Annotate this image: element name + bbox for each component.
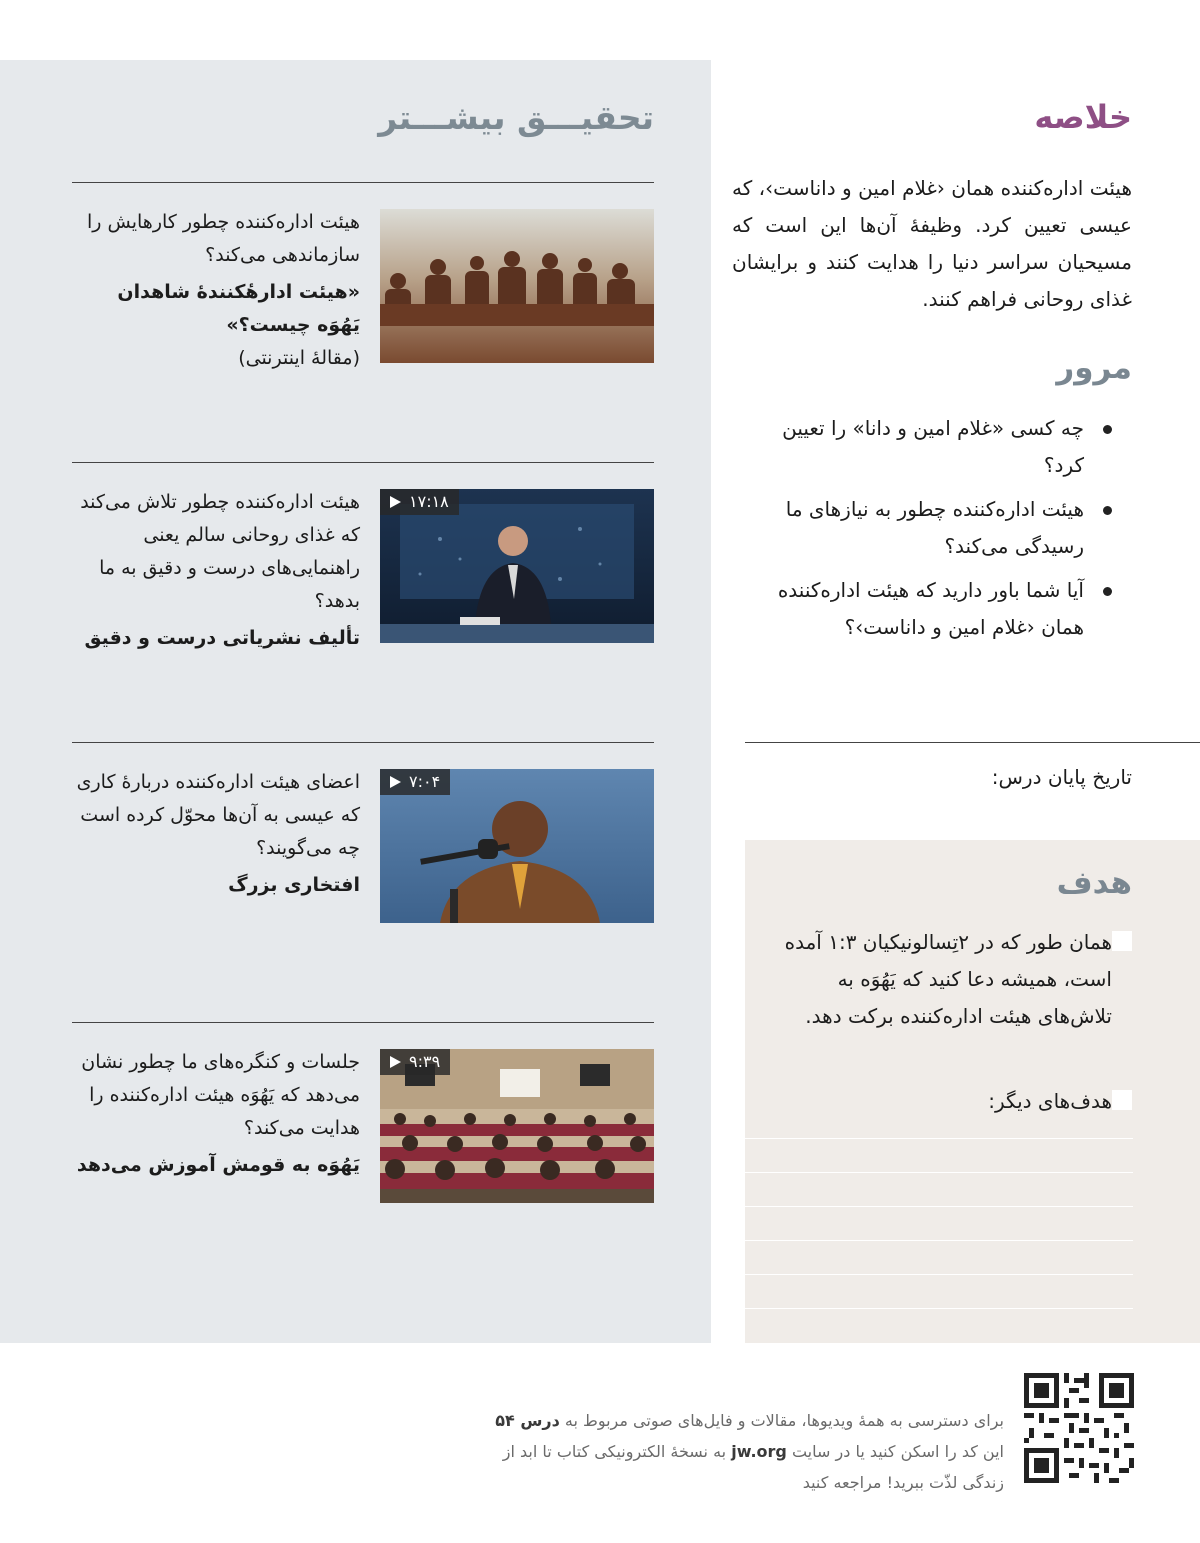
writing-line[interactable] <box>745 1240 1133 1241</box>
research-item-text <box>70 206 360 375</box>
review-question: هیئت اداره‌کننده چطور به نیازهای ما رسیدگی می‌کند؟ <box>752 491 1112 565</box>
video-duration: ۱۷:۱۸ <box>409 492 449 511</box>
writing-line[interactable] <box>745 1308 1133 1309</box>
goal-checkbox[interactable] <box>1112 931 1132 951</box>
review-question: چه کسی «غلام امین و دانا» را تعیین کرد؟ <box>752 410 1112 484</box>
further-research-panel <box>0 60 711 1343</box>
footer-line3: به نسخهٔ الکترونیکی کتاب تا ابد از زندگی لذّت ببرید! مراجعه کنید <box>502 1442 1004 1492</box>
research-item-question: اعضای هیئت اداره‌کننده دربارهٔ کاری که عیسی به آن‌ها محوّل کرده است چه می‌گویند؟ <box>76 771 360 859</box>
research-item <box>72 1022 654 1176</box>
research-item <box>72 742 654 896</box>
review-question: آیا شما باور دارید که هیئت اداره‌کننده همان ‹غلام امین و داناست›؟ <box>752 572 1112 646</box>
research-item-question: جلسات و کنگره‌های ما چطور نشان می‌دهد که یَهُوَه هیئت اداره‌کننده را هدایت می‌کند؟ <box>81 1051 360 1139</box>
video-duration: ۷:۰۴ <box>409 772 441 791</box>
play-icon <box>390 1056 401 1068</box>
divider <box>745 742 1200 743</box>
summary-text: هیئت اداره‌کننده همان ‹غلام امین و داناست›، که عیسی تعیین کرد. وظیفهٔ آن‌ها این است که مسیحیان سراسر دنیا را هدایت کنند و برایشان غذای روحانی فراهم کنند. <box>732 176 1132 311</box>
play-icon <box>390 496 401 508</box>
divider <box>72 742 654 743</box>
writing-line[interactable] <box>745 1172 1133 1173</box>
research-item-note: (مقالهٔ اینترنتی) <box>238 347 360 369</box>
qr-code-icon[interactable] <box>1024 1373 1134 1483</box>
divider <box>72 462 654 463</box>
divider <box>72 182 654 183</box>
research-item-text <box>70 766 360 902</box>
goal-checkbox[interactable] <box>1112 1090 1132 1110</box>
writing-line[interactable] <box>745 1206 1133 1207</box>
research-item-link[interactable]: یَهُوَه به قومش آموزش می‌دهد <box>76 1154 360 1176</box>
completion-date-label: تاریخ پایان درس: <box>991 765 1132 789</box>
writing-line[interactable] <box>745 1138 1133 1139</box>
research-item-link[interactable]: افتخاری بزرگ <box>228 874 360 896</box>
research-item <box>72 182 654 369</box>
research-item-text <box>70 486 360 655</box>
speaker-studio-image[interactable] <box>380 489 654 643</box>
congregation-meeting-image[interactable] <box>380 1049 654 1203</box>
research-item-question: هیئت اداره‌کننده چطور کارهایش را سازماندهی می‌کند؟ <box>87 211 360 266</box>
footer-site-link[interactable]: jw.org <box>731 1442 787 1461</box>
footer-lesson: درس ۵۴ <box>495 1411 560 1430</box>
goal-item: هدف‌های دیگر: <box>988 1089 1112 1113</box>
research-heading: تحقیـــق بیشـــتر <box>378 98 654 137</box>
research-item <box>72 462 654 649</box>
footer-line2: این کد را اسکن کنید یا در سایت <box>791 1442 1004 1461</box>
summary-heading: خلاصه <box>1034 98 1132 136</box>
play-icon <box>390 776 401 788</box>
goal-item: همان طور که در ۲تِسالونیکیان ۱:۳ آمده است، همیشه دعا کنید که یَهُوَه به تلاش‌های هیئت اداره‌کننده برکت دهد. <box>784 930 1112 1028</box>
speaker-microphone-image[interactable] <box>380 769 654 923</box>
review-questions <box>752 410 1112 653</box>
review-heading: مرور <box>1056 350 1132 386</box>
divider <box>72 1022 654 1023</box>
footer-line1: برای دسترسی به همهٔ ویدیوها، مقالات و فایل‌های صوتی مربوط به <box>564 1411 1004 1430</box>
video-duration-badge <box>380 769 450 795</box>
video-duration-badge <box>380 489 459 515</box>
research-item-link[interactable]: تألیف نشریاتی درست و دقیق <box>84 627 360 649</box>
video-duration: ۹:۳۹ <box>409 1052 441 1071</box>
meeting-silhouette-image[interactable] <box>380 209 654 363</box>
research-item-text <box>70 1046 360 1182</box>
research-item-link[interactable]: «هیئت ادارهٔکنندهٔ شاهدان یَهُوَه چیست؟» <box>117 281 360 336</box>
research-item-question: هیئت اداره‌کننده چطور تلاش می‌کند که غذای روحانی سالم یعنی راهنمایی‌های درست و دقیق به ما بدهد؟ <box>80 491 360 612</box>
footer-text <box>479 1405 1004 1498</box>
goal-heading: هدف <box>1056 865 1132 901</box>
video-duration-badge <box>380 1049 450 1075</box>
writing-line[interactable] <box>745 1274 1133 1275</box>
